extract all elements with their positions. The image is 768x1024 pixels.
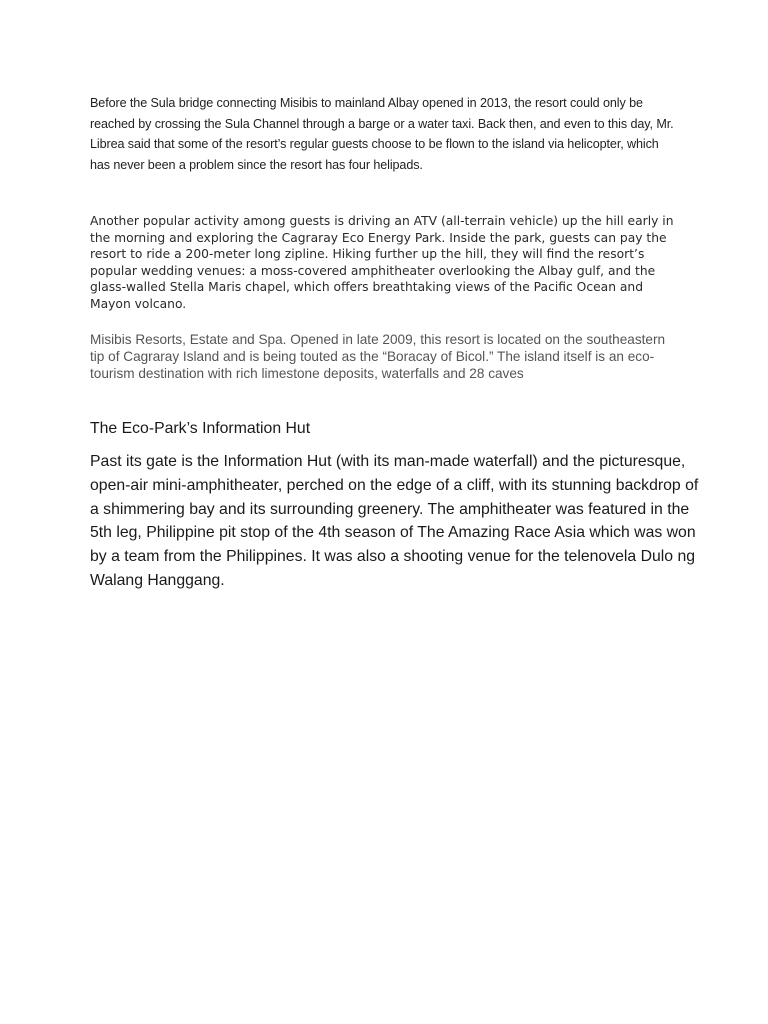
paragraph-sula-bridge: Before the Sula bridge connecting Misibis to mainland Albay opened in 2013, the resort could only be reached by crossing the Sula Channel through a barge or a water taxi. Back then, and even to this day, Mr. Librea said that some of the resort’s regular guests choose to be flown to the island via helicopter, which has never been a problem since the resort has four helipads. xyxy=(90,96,674,172)
paragraph-atv-activity: Another popular activity among guests is driving an ATV (all-terrain vehicle) up the hill early in the morning and exploring the Cagraray Eco Energy Park. Inside the park, guests can pay the resort to ride a 200-meter long zipline. Hiking further up the hill, they will find the resort’s popular wedding venues: a moss-covered amphitheater overlooking the Albay gulf, and the glass-walled Stella Maris chapel, which offers breathtaking views of the Pacific Ocean and Mayon volcano. xyxy=(90,214,674,311)
paragraph-misibis-resort: Misibis Resorts, Estate and Spa. Opened in late 2009, this resort is located on the southeastern tip of Cagraray Island and is being touted as the “Boracay of Bicol.” The island itself is an eco-tourism destination with rich limestone deposits, waterfalls and 28 caves xyxy=(90,332,666,381)
paragraph-info-hut: Past its gate is the Information Hut (with its man-made waterfall) and the picturesque, open-air mini-amphitheater, perched on the edge of a cliff, with its stunning backdrop of a shimmering bay and its surrounding greenery. The amphitheater was featured in the 5th leg, Philippine pit stop of the 4th season of The Amazing Race Asia which was won by a team from the Philippines. It was also a shooting venue for the telenovela Dulo ng Walang Hanggang. xyxy=(90,453,699,589)
section-heading: The Eco-Park’s Information Hut xyxy=(90,420,311,437)
